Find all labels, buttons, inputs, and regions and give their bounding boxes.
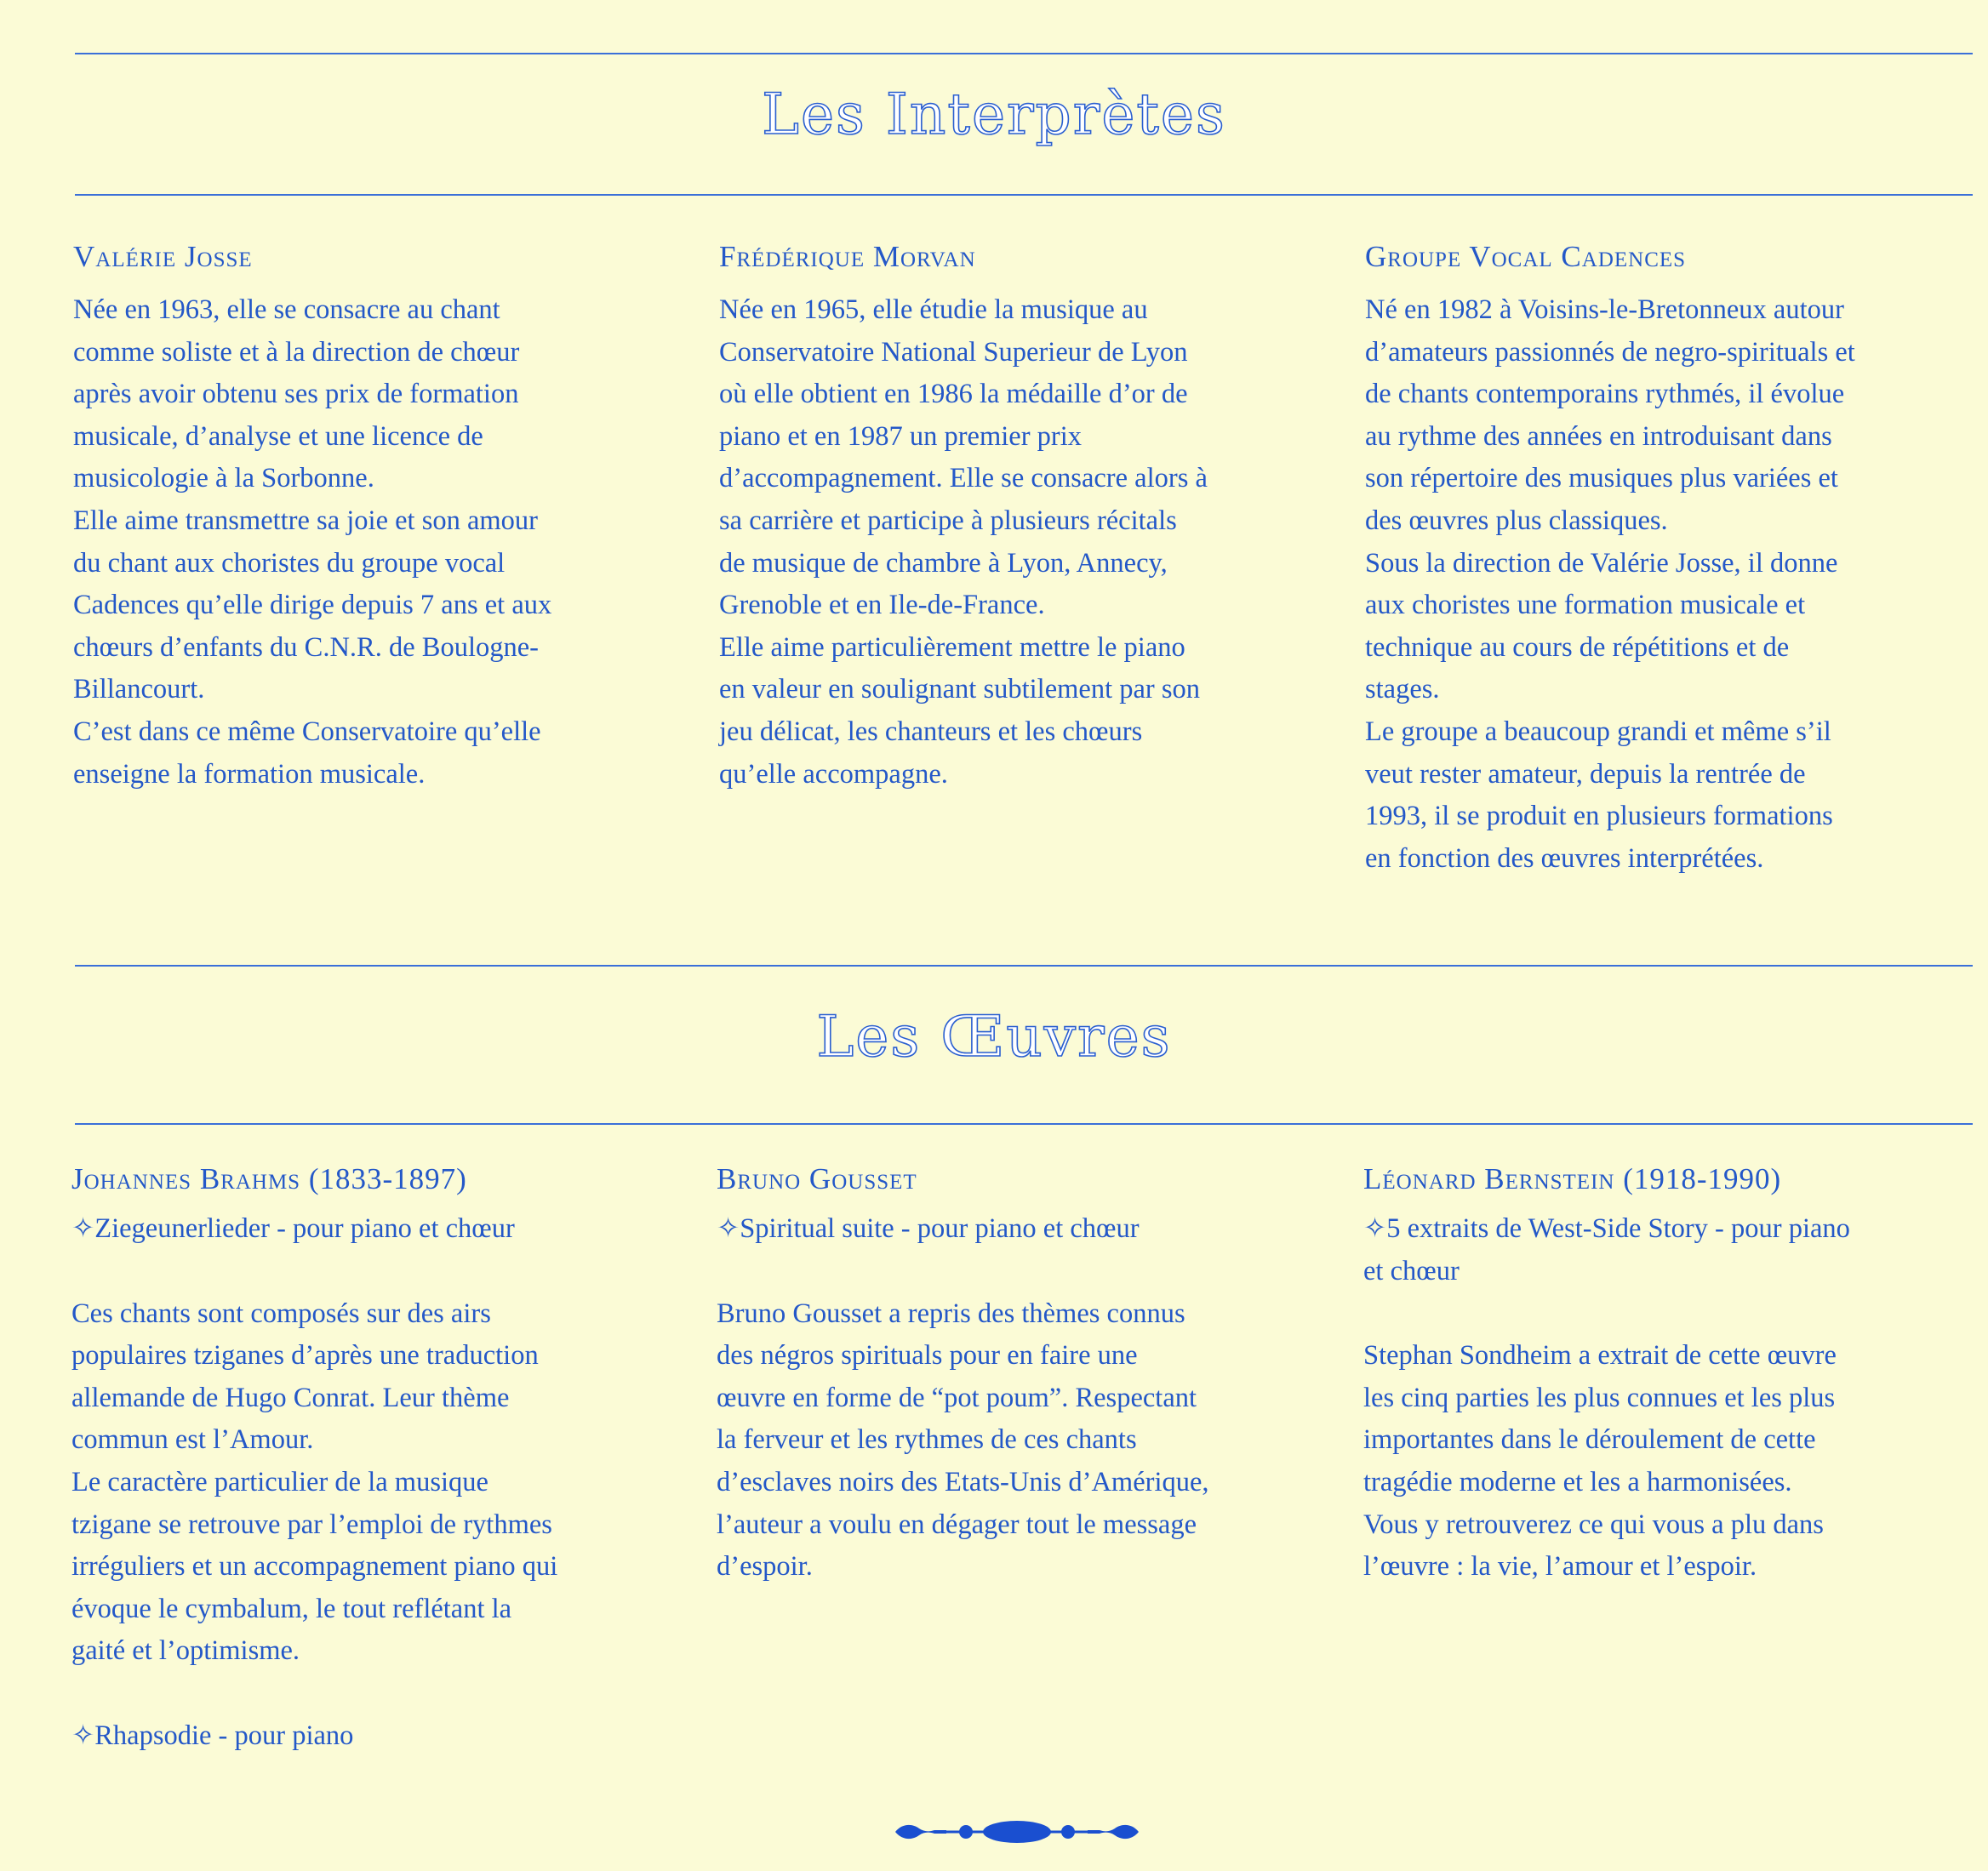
interprete-bio: Née en 1965, elle étudie la musique au Conservatoire National Superieur de Lyon où elle obtient en 1986 la médaille d’or de piano et en 1987 un premier prix d’accompagnement. Elle se consacre alors à sa carrière et participe à plusieurs récitals de musique de chambre à Lyon, Annecy, Grenoble et en Ile-de-France. Elle aime particulièrement mettre le piano en valeur en soulignant subtilement par son jeu délicat, les chanteurs et les chœurs qu’elle accompagne. [719, 294, 1208, 790]
oeuvre-column-bernstein [1363, 1162, 1968, 1589]
oeuvres-title: Les Œuvres [816, 1004, 1172, 1070]
oeuvre-description: Bruno Gousset a repris des thèmes connus des négros spirituals pour en faire une œuvre en forme de “pot poum”. Respectant la ferveur et les rythmes de ces chants d’esclaves noirs des Etats-Unis d’Amérique, l’auteur a voulu en dégager tout le message d’espoir. [717, 1298, 1209, 1583]
interprete-heading: Groupe Vocal Cadences [1365, 240, 1687, 273]
interprete-bio: Née en 1963, elle se consacre au chant comme soliste et à la direction de chœur après avoir obtenu ses prix de formation musicale, d’analyse et une licence de musicologie à la Sorbonne. Elle aime transmettre sa joie et son amour du chant aux choristes du groupe vocal Cadences qu’elle dirige depuis 7 ans et aux chœurs d’enfants du C.N.R. de Boulogne- Billancourt. C’est dans ce même Conservatoire qu’elle enseigne la formation musicale. [73, 294, 552, 790]
top-rule [75, 53, 1973, 54]
oeuvres-title-rule [75, 1123, 1973, 1125]
interprete-column-morvan [719, 240, 1323, 796]
oeuvres-top-rule [75, 965, 1973, 967]
oeuvre-column-brahms [71, 1162, 676, 1758]
oeuvre-composer-heading: Léonard Bernstein (1918-1990) [1363, 1162, 1782, 1195]
interprete-heading: Frédérique Morvan [719, 240, 976, 273]
interprete-column-josse [73, 240, 677, 796]
interprete-bio: Né en 1982 à Voisins-le-Bretonneux autour d’amateurs passionnés de negro-spirituals et de chants contemporains rythmés, il évolue au rythme des années en introduisant dans son répertoire des musiques plus variées et des œuvres plus classiques. Sous la direction de Valérie Josse, il donne aux choristes une formation musicale et technique au cours de répétitions et de stages. Le groupe a beaucoup grandi et même s’il veut rester amateur, depuis la rentrée de 1993, il se produit en plusieurs formations en fonction des œuvres interprétées. [1365, 294, 1855, 874]
oeuvre-work-title: ✧Ziegeunerlieder - pour piano et chœur [71, 1213, 515, 1244]
oeuvre-description: Ces chants sont composés sur des airs populaires tziganes d’après une traduction allemande de Hugo Conrat. Leur thème commun est l’Amour. Le caractère particulier de la musique tzigane se retrouve par l’emploi de rythmes irréguliers et un accompagnement piano qui évoque le cymbalum, le tout reflétant la gaité et l’optimisme. [71, 1298, 558, 1667]
interpretes-title-rule [75, 194, 1973, 196]
interpretes-title: Les Interprètes [762, 82, 1226, 147]
oeuvre-composer-heading: Johannes Brahms (1833-1897) [71, 1162, 467, 1195]
oeuvre-description: Stephan Sondheim a extrait de cette œuvre les cinq parties les plus connues et les plus importantes dans le déroulement de cette tragédie moderne et les a harmonisées. Vous y retrouverez ce qui vous a plu dans l’œuvre : la vie, l’amour et l’espoir. [1363, 1340, 1837, 1583]
interprete-column-cadences [1365, 240, 1969, 880]
oeuvre-work-title: ✧5 extraits de West-Side Story - pour piano et chœur [1363, 1213, 1850, 1286]
oeuvre-work-title: ✧Rhapsodie - pour piano [71, 1720, 354, 1751]
oeuvre-composer-heading: Bruno Gousset [717, 1162, 917, 1195]
oeuvre-column-gousset [717, 1162, 1321, 1589]
oeuvre-work-title: ✧Spiritual suite - pour piano et chœur [717, 1213, 1140, 1244]
ornament-icon [894, 1815, 1140, 1849]
interprete-heading: Valérie Josse [73, 240, 253, 273]
